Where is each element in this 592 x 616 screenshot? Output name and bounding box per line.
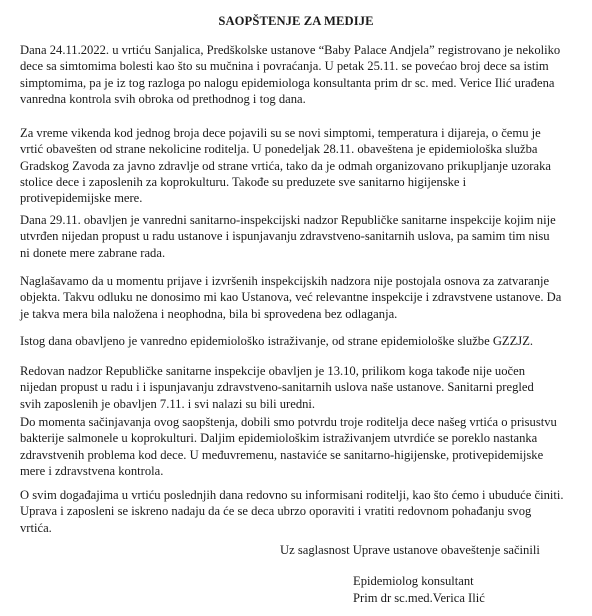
paragraph-line: ni donete mere zabrane rada. bbox=[20, 245, 166, 260]
paragraph-line: Gradskog Zavoda za javno zdravlje od strane vrtića, tako da je odmah organizovano prikupljanje uzoraka bbox=[20, 158, 551, 173]
paragraph-line: Dana 24.11.2022. u vrtiću Sanjalica, Predškolske ustanove “Baby Palace Andjela” registrovano je nekoliko bbox=[20, 43, 561, 57]
paragraph-line: svih zaposlenih je obavljen 7.11. i svi nalazi su bili uredni. bbox=[20, 396, 316, 411]
paragraph-line: dece sa simtomima bolesti kao što su mučnina i povraćanja. U petak 25.11. se povećao broj dece sa istim bbox=[20, 59, 549, 74]
paragraph-line: Redovan nadzor Republičke sanitarne inspekcije obavljen je 13.10, prilikom koga takođe nije uočen bbox=[20, 364, 525, 378]
paragraph-line: vrtić obavešten od strane nekolicine roditelja. U ponedeljak 28.11. obaveštena je epidemiološka služba bbox=[20, 142, 538, 157]
closing-statement: Uz saglasnost Uprave ustanove obaveštenje sačinili bbox=[280, 543, 540, 557]
paragraph-8 bbox=[20, 487, 580, 536]
paragraph-line: simptomima, pa je iz tog razloga po nalogu epidemiologa konsultanta prim dr sc. med. Verice Ilić urađena bbox=[20, 75, 555, 90]
paragraph-line: stolice dece i zaposlenih za koprokulturu. Takođe su preduzete sve sanitarno higijenske i bbox=[20, 174, 467, 189]
paragraph-line: utvrđen nijedan propust u radu ustanove i ispunjavanju zdravstveno-sanitarnih uslova, pa samim tim nisu bbox=[20, 229, 550, 244]
paragraph-line: bakterije salmonele u koprokulturi. Daljim epidemiološkim istraživanjem utvrdiće se poreklo nastanka bbox=[20, 431, 538, 446]
document-title: SAOPŠTENJE ZA MEDIJE bbox=[218, 14, 374, 28]
paragraph-line: Do momenta sačinjavanja ovog saopštenja, dobili smo potvrdu troje roditelja dece našeg vrtića o prisustvu bbox=[20, 415, 557, 429]
paragraph-3 bbox=[20, 212, 580, 261]
signature-name: Prim dr sc.med.Verica Ilić bbox=[353, 590, 485, 605]
paragraph-2 bbox=[20, 125, 580, 206]
paragraph-5 bbox=[20, 333, 580, 349]
paragraph-line: vanredna kontrola svih obroka od prethodnog i tog dana. bbox=[20, 91, 306, 106]
paragraph-1 bbox=[20, 42, 580, 107]
paragraph-line: Istog dana obavljeno je vanredno epidemiološko istraživanje, od strane epidemiološke službe GZZJZ. bbox=[20, 334, 534, 348]
paragraph-6 bbox=[20, 363, 580, 412]
paragraph-line: zdravstvenih problema kod dece. U međuvremenu, nastaviće se sanitarno-higijenske, protivepidemijske bbox=[20, 447, 544, 462]
paragraph-line: Dana 29.11. obavljen je vanredni sanitarno-inspekcijski nadzor Republičke sanitarne inspekcije kojim nije bbox=[20, 213, 556, 227]
paragraph-line: nijedan propust u radu i i ispunjavanju zdravstveno-sanitarnih uslova naše ustanove. Sanitarni pregled bbox=[20, 380, 534, 395]
paragraph-line: Za vreme vikenda kod jednog broja dece pojavili su se novi simptomi, temperatura i dijareja, o čemu je bbox=[20, 126, 541, 140]
signature-role: Epidemiolog konsultant bbox=[353, 574, 474, 588]
paragraph-line: mere i zdravstvena kontrola. bbox=[20, 463, 164, 478]
paragraph-4 bbox=[20, 273, 580, 322]
signature-block bbox=[353, 573, 485, 606]
paragraph-line: je takva mera bila naložena i neophodna, bila bi sprovedena bez odlaganja. bbox=[20, 306, 398, 321]
paragraph-7 bbox=[20, 414, 580, 479]
paragraph-line: Uprava i zaposleni se iskreno nadaju da će se deca ubrzo oporaviti i vratiti redovnom pohađanju svog bbox=[20, 504, 532, 519]
paragraph-line: Naglašavamo da u momentu prijave i izvršenih inspekcijskih nadzora nije postojala osnova za zatvaranje bbox=[20, 274, 550, 288]
paragraph-line: objekta. Takvu odluku ne donosimo mi kao Ustanova, već relevantne inspekcije i zdravstvene ustanove. Da bbox=[20, 290, 562, 305]
paragraph-line: vrtića. bbox=[20, 520, 52, 535]
paragraph-line: O svim događajima u vrtiću poslednjih dana redovno su informisani roditelji, kao što ćemo i ubuduće činiti. bbox=[20, 488, 564, 502]
paragraph-line: protivepidemijske mere. bbox=[20, 191, 143, 206]
